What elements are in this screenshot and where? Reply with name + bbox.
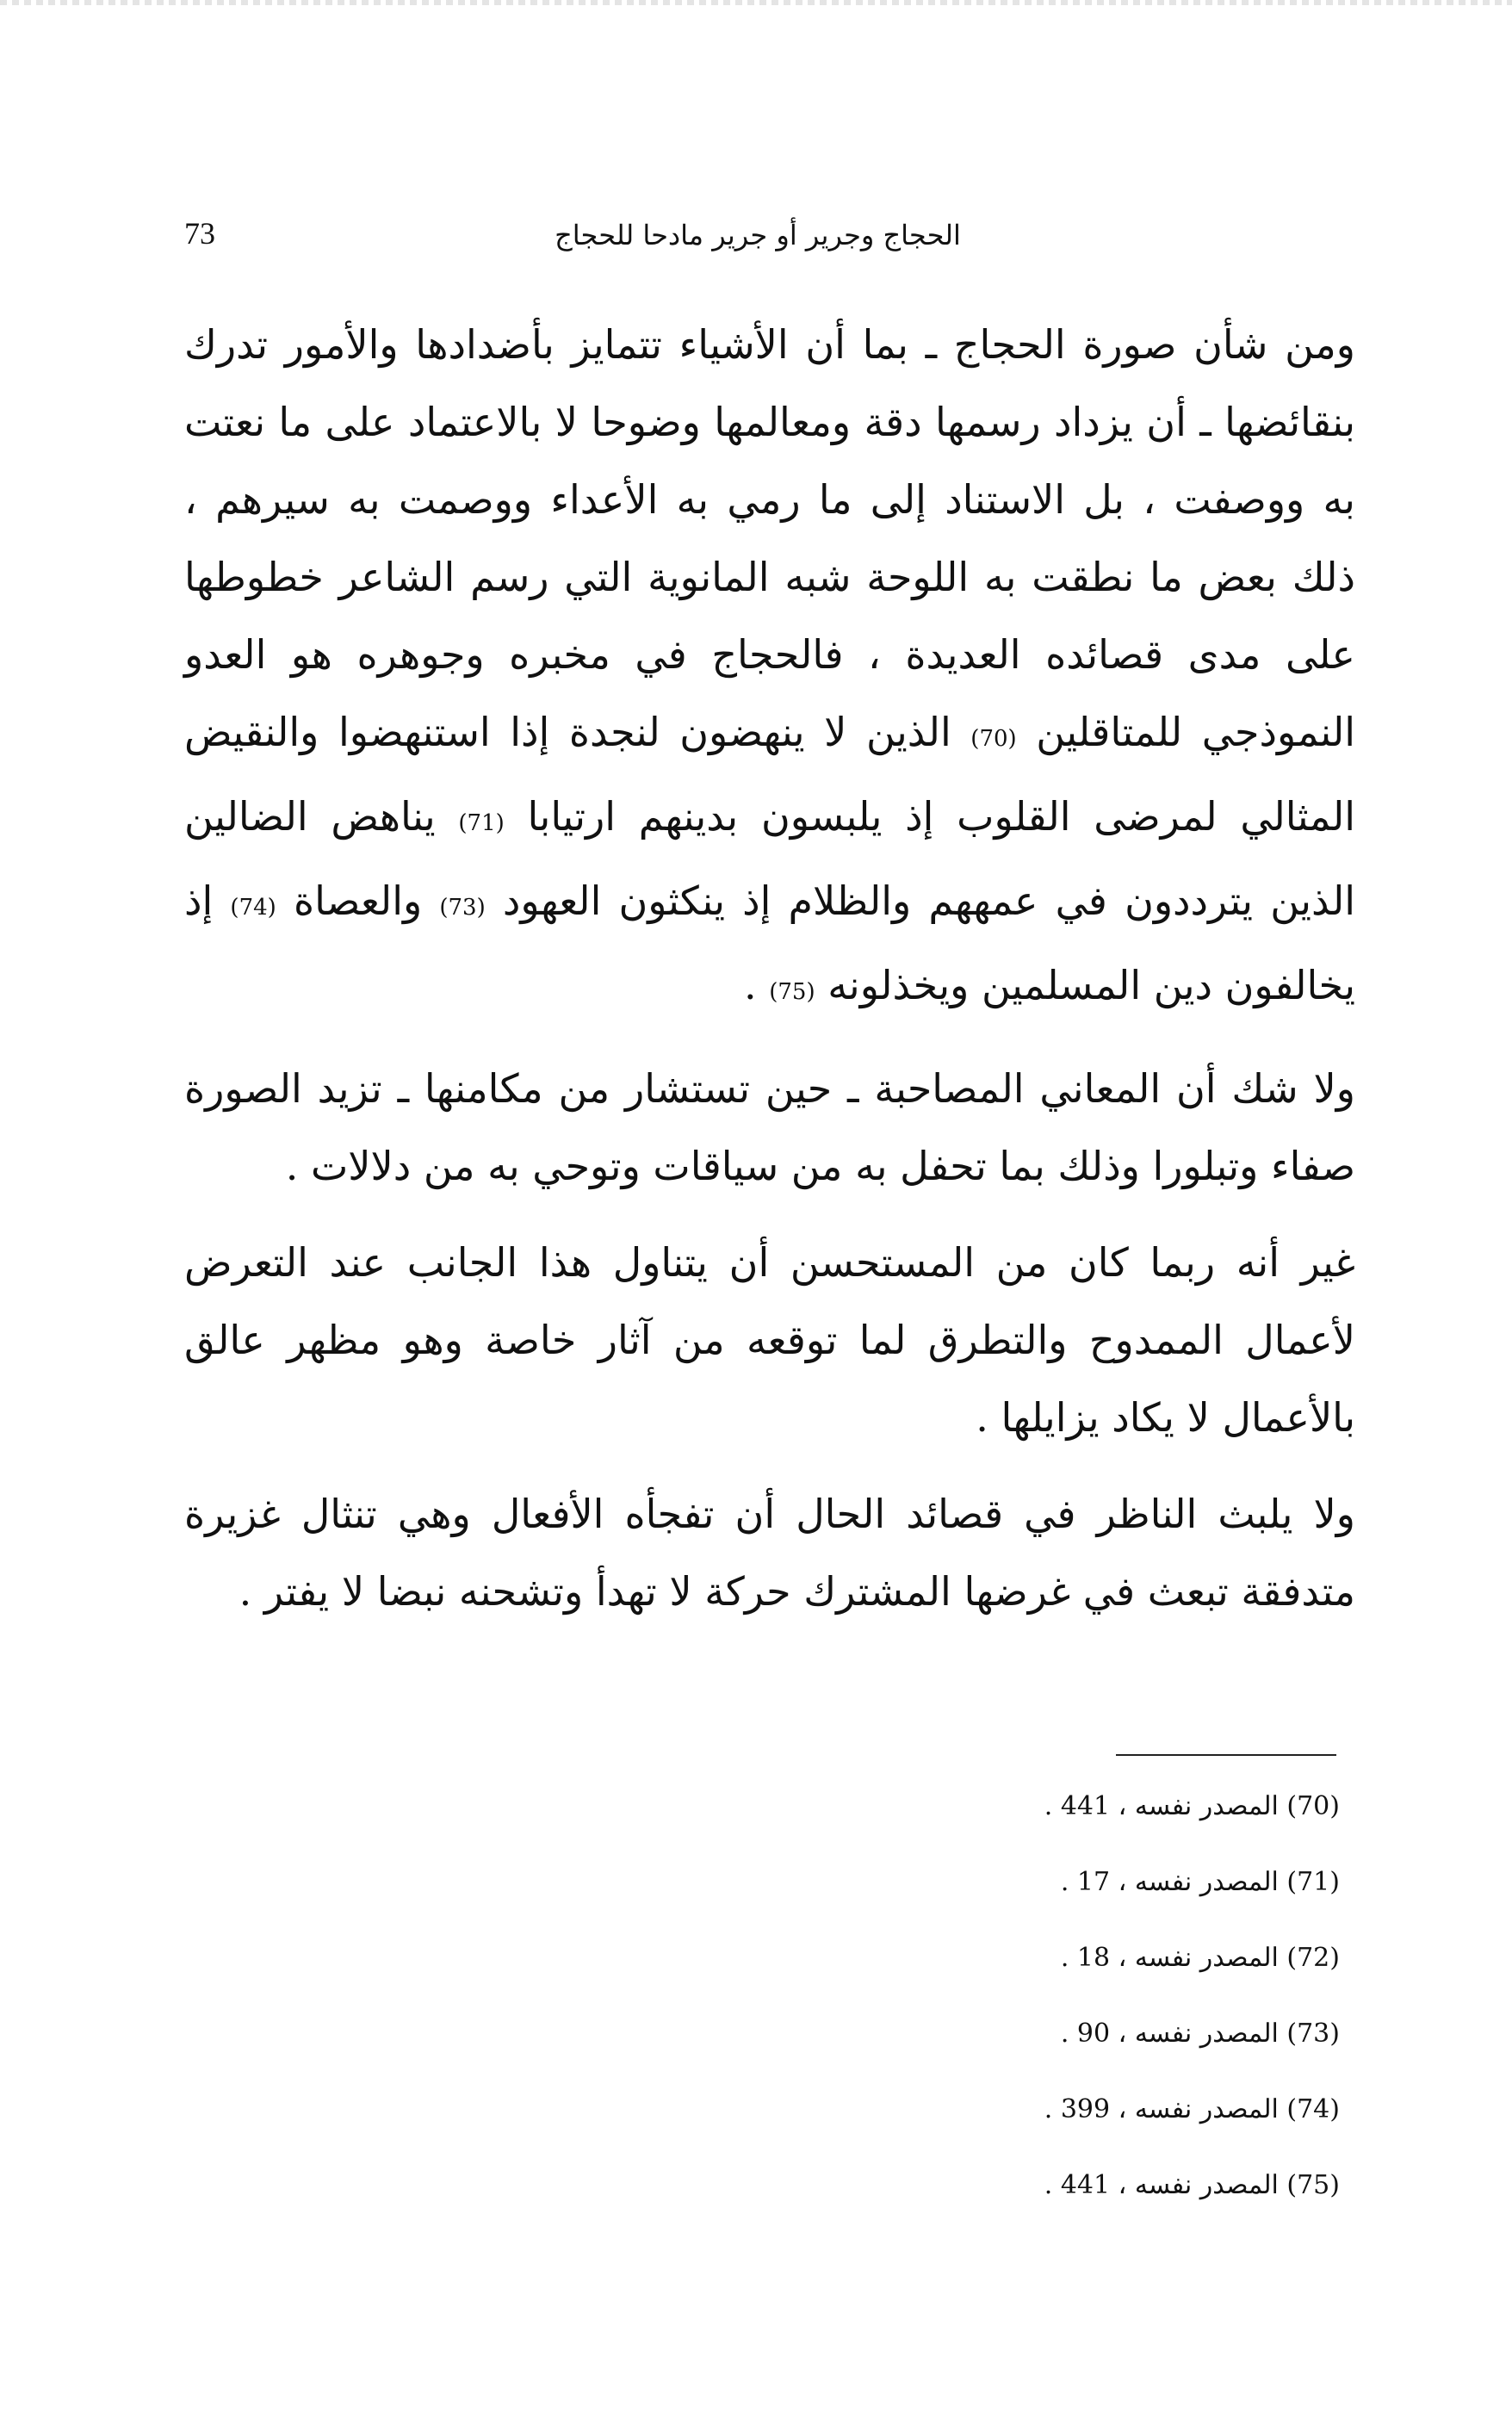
paragraph-3: غير أنه ربما كان من المستحسن أن يتناول هذا الجانب عند التعرض لأعمال الممدوح والتطرق لما توقعه من آثار خاصة وهو مظهر عالق بالأعمال لا يكاد يزايلها . xyxy=(184,1239,1355,1441)
footnote-number: (75) xyxy=(1286,2170,1340,2200)
footnote-separator xyxy=(1116,1754,1336,1756)
paragraph-4: ولا يلبث الناظر في قصائد الحال أن تفجأه الأفعال وهي تنثال غزيرة متدفقة تبعث في غرضها المشترك حركة لا تهدأ وتشحنه نبضا لا يفتر . xyxy=(184,1491,1355,1615)
paragraph-1-text: والعصاة xyxy=(293,878,440,924)
footnote-item xyxy=(878,1857,1340,1932)
footnote-ref-75: (75) xyxy=(769,979,815,1005)
paragraph-2: ولا شك أن المعاني المصاحبة ـ حين تستشار من مكامنها ـ تزيد الصورة صفاء وتبلورا وذلك بما تحفل به من سياقات وتوحي به من دلالات . xyxy=(184,1065,1355,1189)
body-text xyxy=(184,306,1355,1630)
footnote-ref-71: (71) xyxy=(458,810,505,836)
footnote-number: (71) xyxy=(1286,1867,1340,1897)
footnote-text: المصدر نفسه ، 441 . xyxy=(1044,2170,1279,2200)
paragraph-1 xyxy=(184,306,1355,1031)
footnote-text: المصدر نفسه ، 90 . xyxy=(1060,2019,1279,2049)
footnote-number: (74) xyxy=(1286,2094,1340,2124)
footnotes xyxy=(878,1781,1340,2236)
paragraph-1-text: الذين لا ينهضون لنجدة إذا استنهضوا والنقيض المثالي لمرضى القلوب إذ يلبسون بدينهم ارتيابا xyxy=(184,709,1356,840)
paragraph-1-text: يناهض الضالين الذين يترددون في عمههم والظلام إذ ينكثون العهود xyxy=(184,793,1355,924)
footnote-ref-73: (73) xyxy=(439,895,486,921)
footnote-number: (73) xyxy=(1286,2019,1340,2049)
footnote-number: (70) xyxy=(1286,1791,1340,1821)
footnote-item xyxy=(878,1781,1340,1857)
footnote-item xyxy=(878,2160,1340,2236)
scan-top-edge xyxy=(0,0,1512,5)
footnote-text: المصدر نفسه ، 441 . xyxy=(1044,1791,1279,1821)
page-number: 73 xyxy=(184,216,215,251)
footnote-item xyxy=(878,2084,1340,2160)
footnote-ref-70: (70) xyxy=(970,726,1017,752)
footnote-item xyxy=(878,2008,1340,2084)
paragraph-1-text: ومن شأن صورة الحجاج ـ بما أن الأشياء تتمايز بأضدادها والأمور تدرك بنقائضها ـ أن يزداد رسمها دقة ومعالمها وضوحا لا بالاعتماد على ما نعتت به ووصفت ، بل الاستناد إلى ما رمي به الأعداء ووصمت به سيرهم ، ذلك بعض ما نطقت به اللوحة شبه المانوية التي رسم الشاعر خطوطها على مدى قصائده العديدة ، فالحجاج في مخبره وجوهره هو العدو النموذجي للمتاقلين xyxy=(184,321,1355,755)
footnote-text: المصدر نفسه ، 17 . xyxy=(1060,1867,1279,1897)
footnote-ref-74: (74) xyxy=(230,895,276,921)
footnote-number: (72) xyxy=(1286,1943,1340,1973)
footnote-item xyxy=(878,1932,1340,2008)
paragraph-1-text: . xyxy=(743,962,770,1008)
footnote-text: المصدر نفسه ، 399 . xyxy=(1044,2094,1279,2124)
footnote-text: المصدر نفسه ، 18 . xyxy=(1060,1943,1279,1973)
paragraph-1-text: إذ يخالفون دين المسلمين ويخذلونه xyxy=(184,878,1355,1008)
running-title: الحجاج وجرير أو جرير مادحا للحجاج xyxy=(555,219,961,251)
